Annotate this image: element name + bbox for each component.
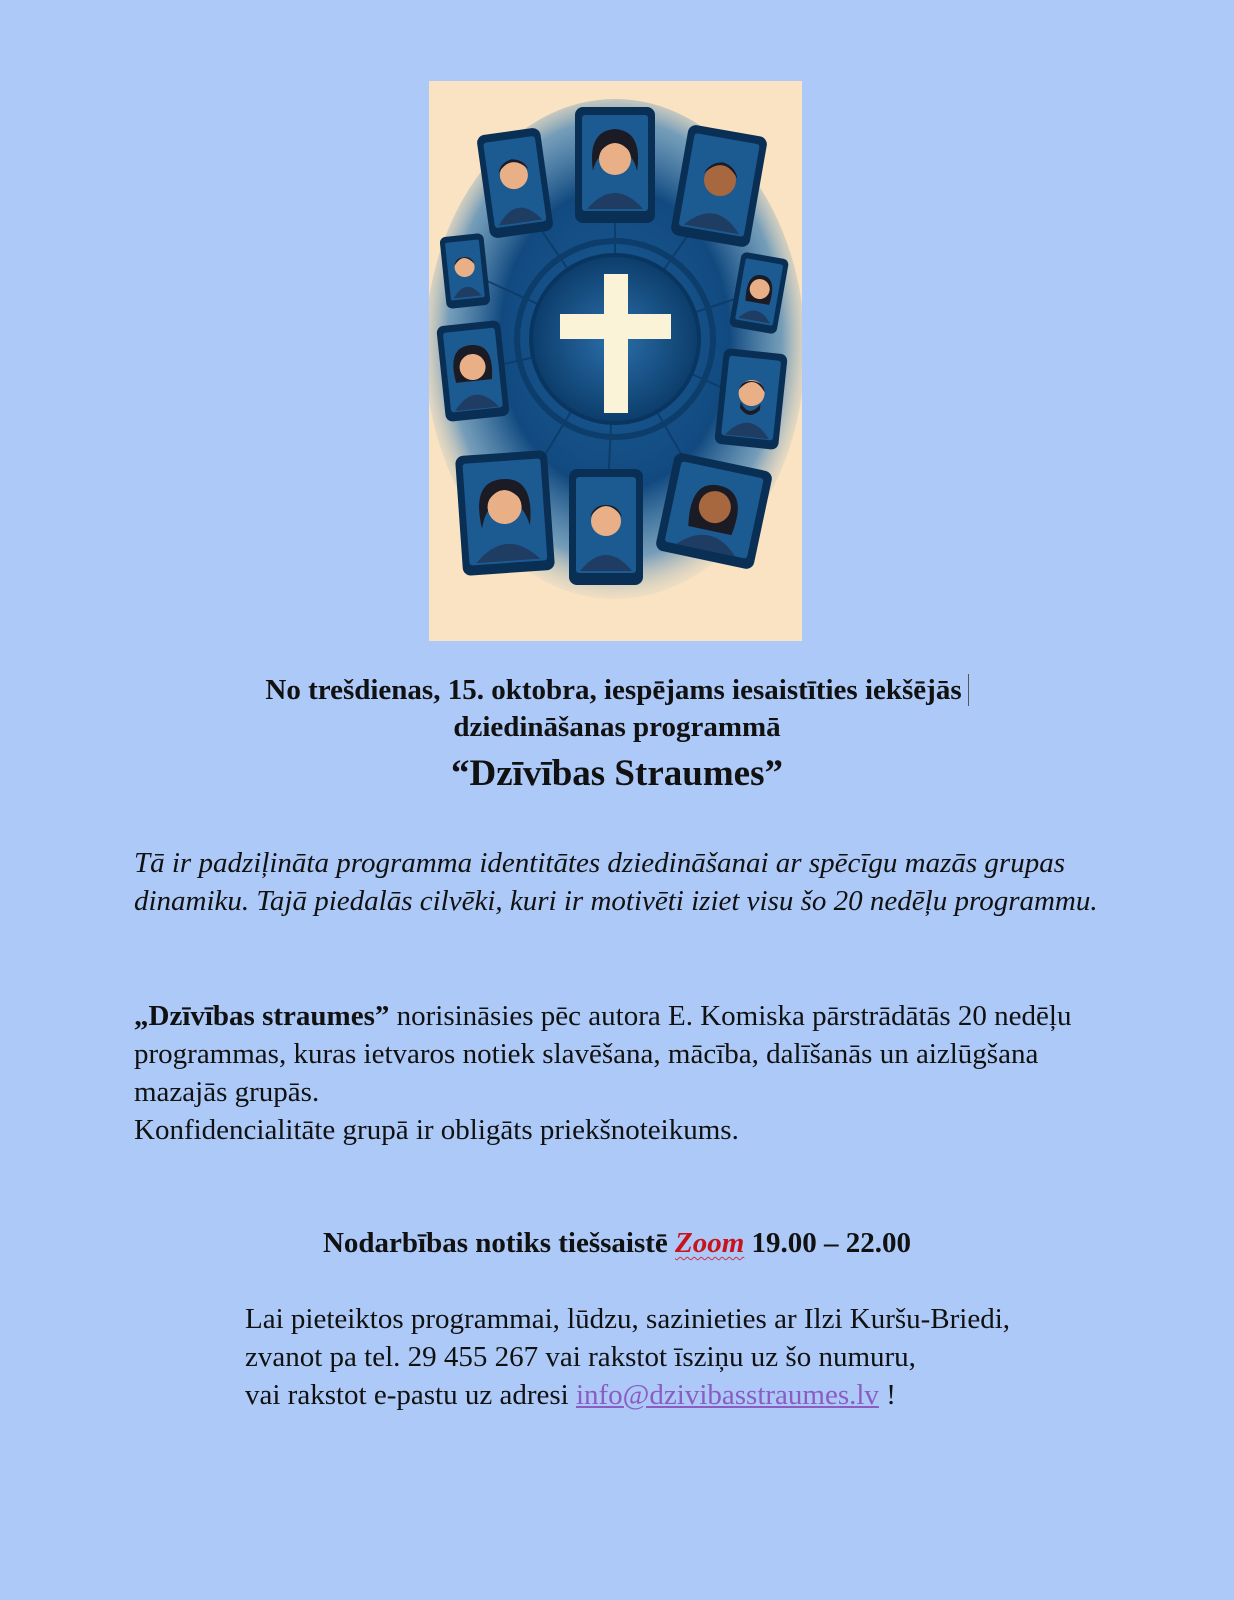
contact-line-2: zvanot pa tel. 29 455 267 vai rakstot īsziņu uz šo numuru, xyxy=(245,1341,916,1373)
zoom-platform: Zoom xyxy=(675,1227,745,1259)
sessions-time: 19.00 – 22.00 xyxy=(744,1227,912,1259)
intro-paragraph: Tā ir padziļināta programma identitātes dziedināšanai ar spēcīgu mazās grupas dinamiku. Tajā piedalās cilvēki, kuri ir motivēti iziet visu šo 20 nedēļu programmu. xyxy=(134,847,1098,917)
contact-info xyxy=(245,1300,1065,1414)
contact-line-3-prefix: vai rakstot e-pastu uz adresi xyxy=(245,1379,576,1411)
email-link[interactable]: info@dzivibasstraumes.lv xyxy=(575,1379,879,1411)
headline-line-1: No trešdienas, 15. oktobra, iespējams iesaistīties iekšējās xyxy=(265,674,968,706)
description-paragraph xyxy=(134,997,1114,1111)
program-description xyxy=(134,997,1114,1149)
program-title: “Dzīvības Straumes” xyxy=(451,753,783,794)
contact-line-3-suffix: ! xyxy=(878,1379,896,1411)
poster-illustration xyxy=(429,81,802,641)
sessions-info xyxy=(0,1224,1234,1262)
contact-line-3 xyxy=(245,1376,1065,1414)
headline-line-2: dziedināšanas programmā xyxy=(453,711,781,743)
contact-line-1: Lai pieteiktos programmai, lūdzu, sazinieties ar Ilzi Kuršu-Briedi, xyxy=(245,1303,1011,1335)
headline xyxy=(0,672,1234,746)
sessions-prefix: Nodarbības notiks tiešsaistē xyxy=(322,1227,676,1259)
program-name-bold: „Dzīvības straumes” xyxy=(134,1000,390,1032)
description-text: norisināsies pēc autora E. Komiska pārstrādātās 20 nedēļu programmas, kuras ietvaros notiek slavēšana, mācība, dalīšanās un aizlūgšana mazajās grupās. xyxy=(134,1000,1072,1108)
confidentiality-text: Konfidencialitāte grupā ir obligāts priekšnoteikums. xyxy=(134,1114,739,1146)
